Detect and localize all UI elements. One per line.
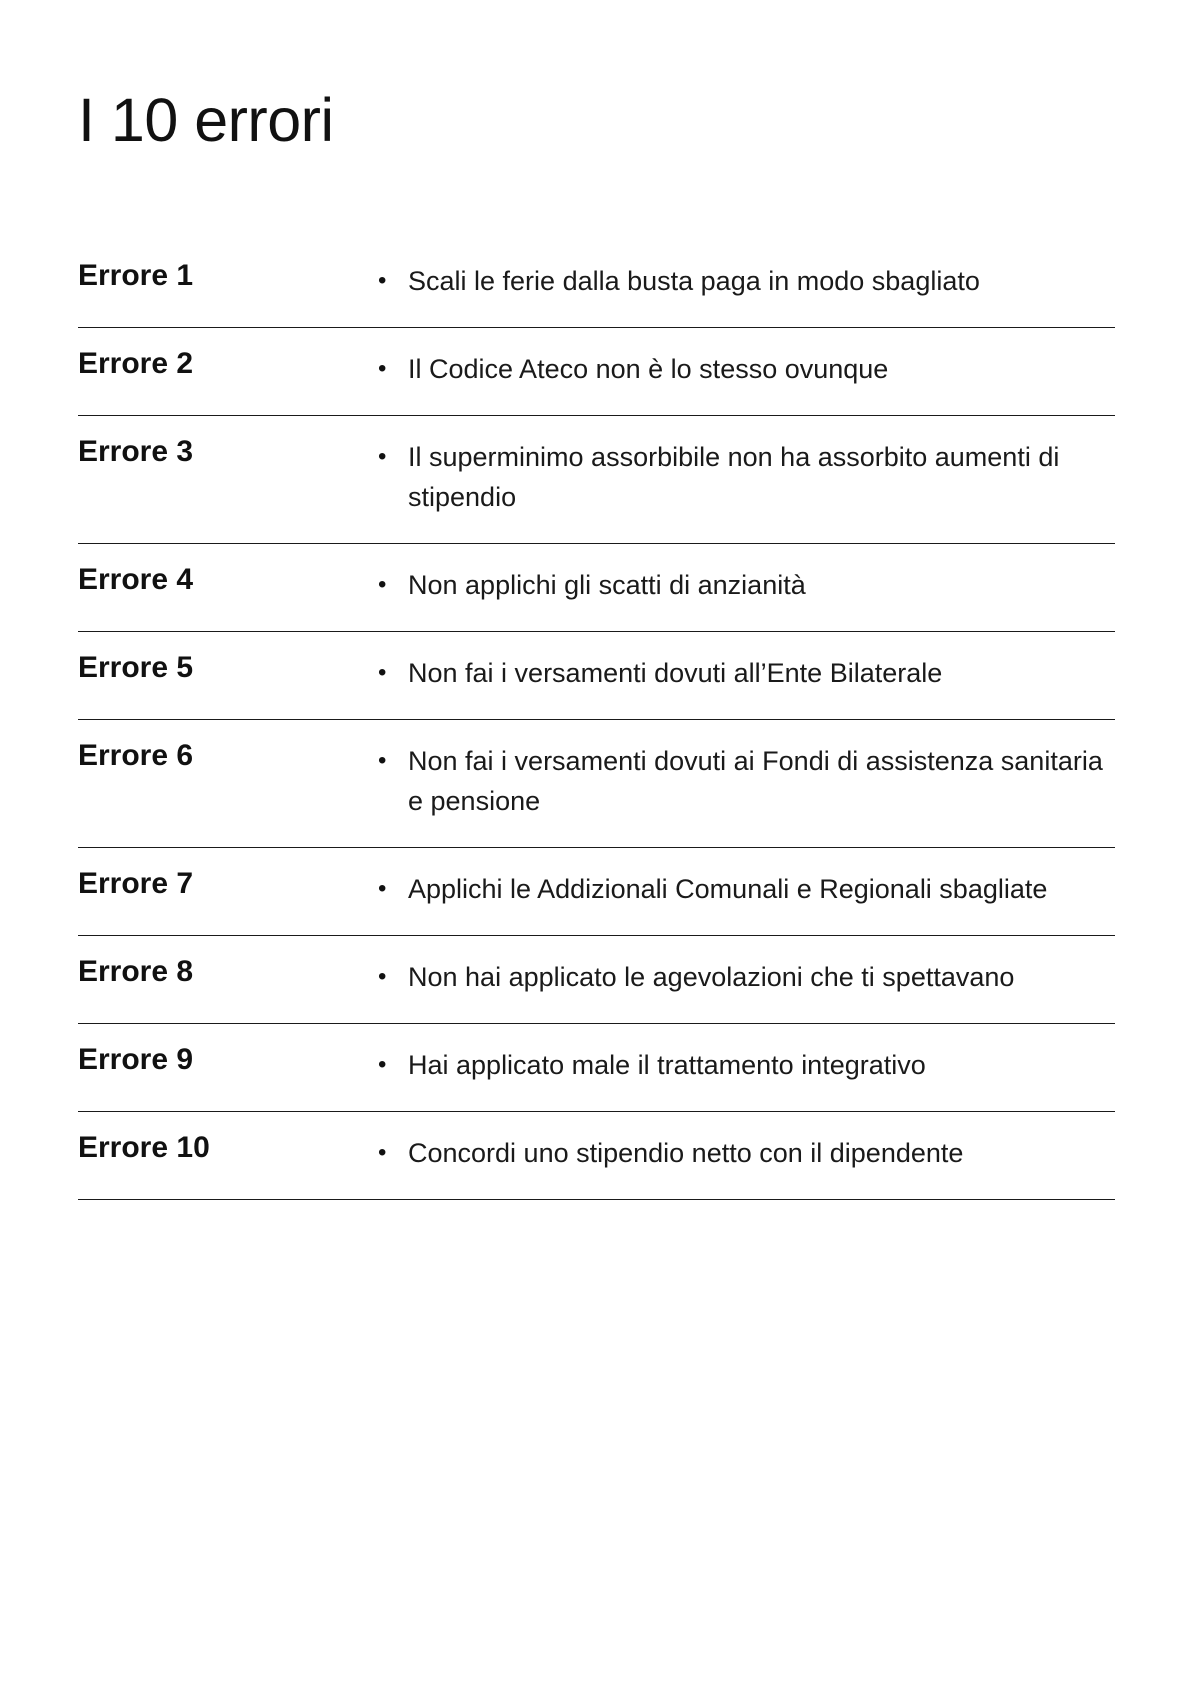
error-text: Il superminimo assorbibile non ha assorbito aumenti di stipendio [408,442,1060,512]
page-title: I 10 errori [78,86,334,154]
bullet-icon: • [378,571,387,598]
error-row-9 [78,1024,1115,1112]
error-row-2 [78,328,1115,416]
bullet-icon: • [378,267,387,294]
error-row-8 [78,936,1115,1024]
error-text: Concordi uno stipendio netto con il dipendente [408,1138,964,1168]
errors-list [78,240,1115,1200]
document-page [78,0,1115,1168]
error-row-6 [78,720,1115,848]
error-label: Errore 5 [78,651,194,684]
bullet-icon: • [378,659,387,686]
bullet-icon: • [378,443,387,470]
error-item [378,434,1115,517]
bullet-icon: • [378,747,387,774]
error-text: Hai applicato male il trattamento integrativo [408,1050,926,1080]
error-label: Errore 8 [78,955,194,988]
error-text: Non hai applicato le agevolazioni che ti spettavano [408,962,1015,992]
error-label: Errore 1 [78,259,194,292]
error-row-10 [78,1112,1115,1200]
error-label: Errore 2 [78,347,194,380]
error-text: Il Codice Ateco non è lo stesso ovunque [408,354,889,384]
error-item [378,650,1115,693]
error-item [378,1042,1115,1085]
error-label: Errore 9 [78,1043,194,1076]
error-item [378,346,1115,389]
error-text: Non fai i versamenti dovuti all’Ente Bilaterale [408,658,943,688]
bullet-icon: • [378,1051,387,1078]
error-label: Errore 4 [78,563,194,596]
error-item [378,738,1115,821]
error-row-3 [78,416,1115,544]
error-row-4 [78,544,1115,632]
error-label: Errore 7 [78,867,194,900]
bullet-icon: • [378,963,387,990]
error-item [378,866,1115,909]
error-row-7 [78,848,1115,936]
error-label: Errore 6 [78,739,194,772]
error-item [378,562,1115,605]
bullet-icon: • [378,355,387,382]
error-text: Non fai i versamenti dovuti ai Fondi di assistenza sanitaria e pensione [408,746,1103,816]
bullet-icon: • [378,875,387,902]
error-text: Non applichi gli scatti di anzianità [408,570,806,600]
error-text: Scali le ferie dalla busta paga in modo sbagliato [408,266,980,296]
error-row-1 [78,240,1115,328]
error-item [378,954,1115,997]
error-item [378,258,1115,301]
error-row-5 [78,632,1115,720]
error-label: Errore 10 [78,1131,210,1164]
error-label: Errore 3 [78,435,194,468]
error-text: Applichi le Addizionali Comunali e Regionali sbagliate [408,874,1048,904]
bullet-icon: • [378,1139,387,1166]
error-item [378,1130,1115,1173]
